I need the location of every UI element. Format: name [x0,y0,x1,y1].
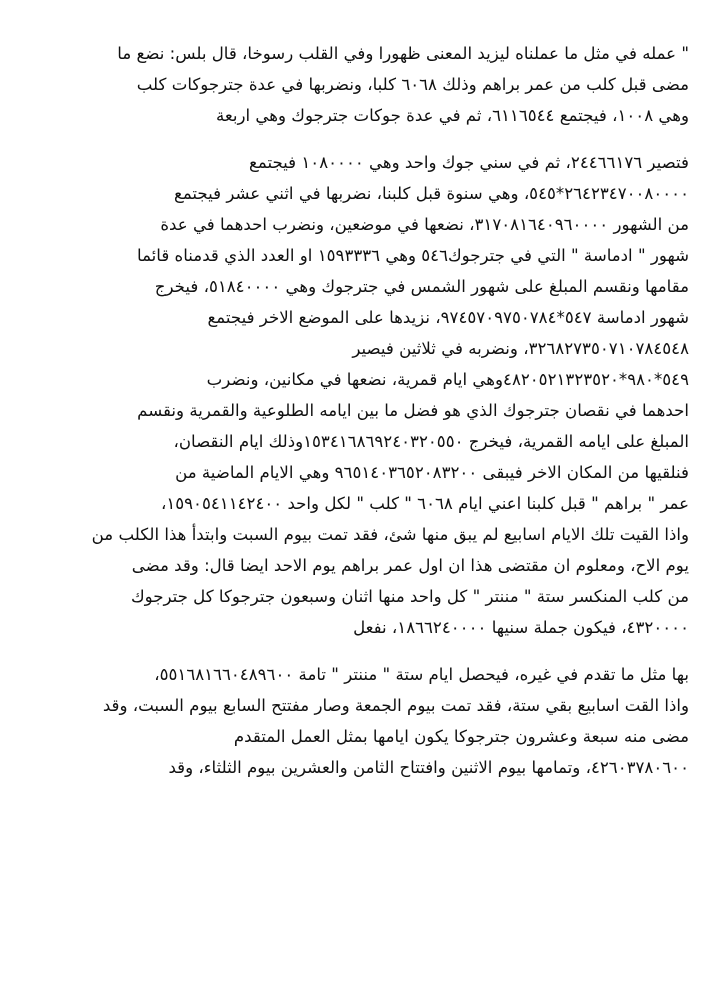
text-line: ٥٤٩*٩٨٠*٤٨٢٠٥٢١٣٢٣٥٢٠وهي ايام قمرية، نضعها في مكانين، ونضرب [206,370,689,389]
text-line: مضى قبل كلب من عمر براهم وذلك ٦٠٦٨ كلبا، ونضربها في عدة جترجوكات كلب [136,75,689,94]
text-line: ٣٢٦٨٢٧٣٥٠٧١٠٧٨٤٥٤٨، ونضربه في ثلاثين فيصير [352,339,689,358]
text-line: مقامها ونقسم المبلغ على شهور الشمس في جترجوك وهي ٥١٨٤٠٠٠٠، فيخرج [154,277,689,296]
paragraph-1 [38,38,689,131]
text-line: شهور ادماسة ٥٤٧*٩٧٤٥٧٠٩٧٥٠٧٨٤، نزيدها على الموضع الاخر فيجتمع [207,308,689,327]
text-line: وهي ١٠٠٨، فيجتمع ٦١١٦٥٤٤، ثم في عدة جوكات جترجوك وهي اربعة [215,106,689,125]
text-line: من الشهور ٣١٧٠٨١٦٤٠٩٦٠٠٠٠، نضعها في موضعين، ونضرب احدهما في عدة [160,215,689,234]
text-line: شهور " ادماسة " التي في جترجوك٥٤٦ وهي ١٥٩٣٣٣٦ او العدد الذي قدمناه قائما [137,246,689,265]
paragraph-3 [38,659,689,783]
text-line: من كلب المنكسر ستة " مننتر " كل واحد منها اثنان وسبعون جترجوكا كل جترجوك [130,587,689,606]
text-line: فنلقيها من المكان الاخر فيبقى ٩٦٥١٤٠٣٦٥٢٠٨٣٢٠٠ وهي الايام الماضية من [175,463,689,482]
text-line: عمر " براهم " قبل كلبنا اعني ايام ٦٠٦٨ " كلب " لكل واحد ١٥٩٠٥٤١١٤٢٤٠٠، [160,494,689,513]
paragraph-2 [38,147,689,643]
text-line: مضى منه سبعة وعشرون جترجوكا يكون ايامها بمثل العمل المتقدم [233,727,689,746]
text-line: المبلغ على ايامه القمرية، فيخرج ١٥٣٤١٦٨٦٩٢٤٠٣٢٠٥٥٠وذلك ايام النقصان، [173,432,689,451]
text-line: فتصير ٢٤٤٦٦١٧٦، ثم في سني جوك واحد وهي ١٠٨٠٠٠٠ فيجتمع [249,153,689,172]
text-line: واذا القيت تلك الايام اسابيع لم يبق منها شئ، فقد تمت بيوم السبت وابتدأ هذا الكلب من [91,525,689,544]
text-line: واذا القت اسابيع بقي ستة، فقد تمت بيوم الجمعة وصار مفتتح السابع بيوم السبت، وقد [102,696,689,715]
text-line: ٢٦٤٢٣٤٧٠٠٨٠٠٠٠*٥٤٥، وهي سنوة قبل كلبنا، نضربها في اثني عشر فيجتمع [173,184,689,203]
text-line: بها مثل ما تقدم في غيره، فيحصل ايام ستة " مننتر " تامة ٥٥١٦٨١٦٦٠٤٨٩٦٠٠، [154,665,689,684]
text-line: " عمله في مثل ما عملناه ليزيد المعنى ظهورا وفي القلب رسوخا، قال بلس: نضع ما [117,44,689,63]
text-line: يوم الاح، ومعلوم ان مقتضى هذا ان اول عمر براهم يوم الاحد ايضا قال: وقد مضى [131,556,689,575]
text-line: ٤٣٢٠٠٠٠، فيكون جملة سنيها ١٨٦٦٢٤٠٠٠٠، نفعل [353,618,689,637]
text-line: ٤٢٦٠٣٧٨٠٦٠٠، وتمامها بيوم الاثنين وافتتاح الثامن والعشرين بيوم الثلثاء، وقد [168,758,689,777]
text-line: احدهما في نقصان جترجوك الذي هو فضل ما بين ايامه الطلوعية والقمرية ونقسم [137,401,689,420]
